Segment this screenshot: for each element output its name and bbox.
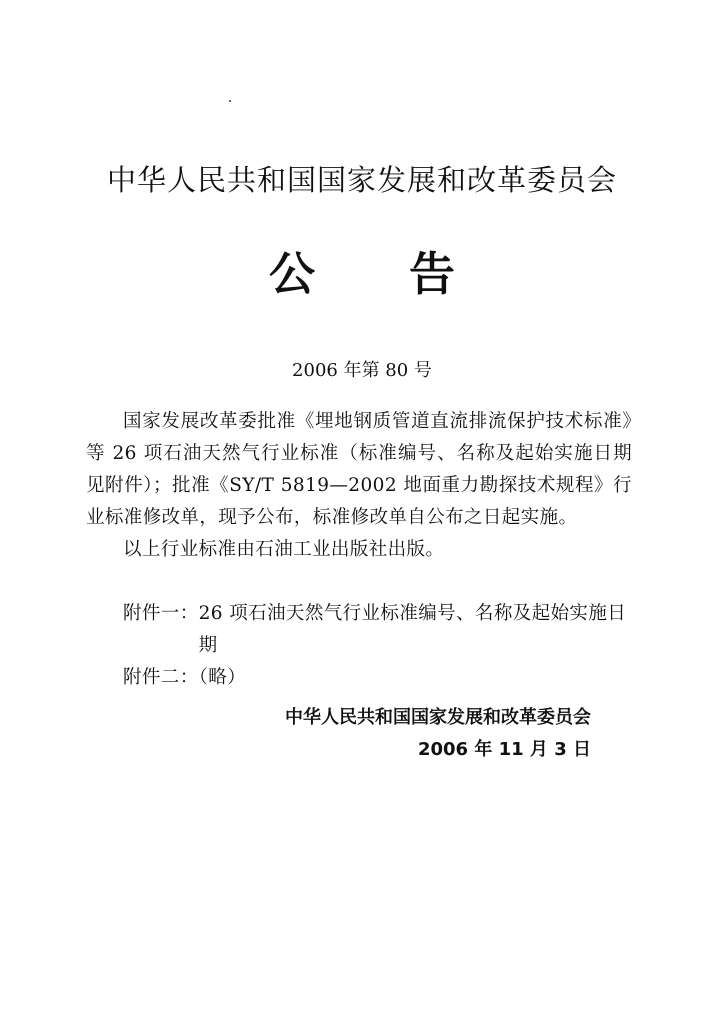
attachment-label: 附件二： [123, 667, 199, 688]
attachment-title: 26 项石油天然气行业标准编号、名称及起始实施日期 [198, 603, 627, 656]
signature-date: 2006 年 11 月 3 日 [417, 739, 591, 760]
document-number: 2006 年第 80 号 [292, 360, 432, 381]
attachment-title: （略） [198, 667, 247, 688]
issuer-title: 中华人民共和国国家发展和改革委员会 [106, 163, 617, 197]
attachment-2 [123, 662, 643, 694]
body-paragraph: 以上行业标准由石油工业出版社出版。 [123, 539, 445, 560]
scan-speck [229, 100, 231, 102]
attachment-1 [123, 598, 643, 662]
document-type-char: 告 [409, 247, 455, 301]
attachment-label: 附件一： [123, 603, 199, 624]
document-type-heading [0, 238, 724, 304]
document-type-char: 公 [269, 247, 315, 301]
announcement-body [86, 406, 632, 566]
signatory-name: 中华人民共和国国家发展和改革委员会 [285, 707, 591, 728]
body-paragraph: 国家发展改革委批准《埋地钢质管道直流排流保护技术标准》等 26 项石油天然气行业标准（标准编号、名称及起始实施日期见附件）；批准《SY/T 5819—2002 地面重力勘探技术规程》行业标准修改单，现予公布，标准修改单自公布之日起实施。 [86, 411, 632, 528]
